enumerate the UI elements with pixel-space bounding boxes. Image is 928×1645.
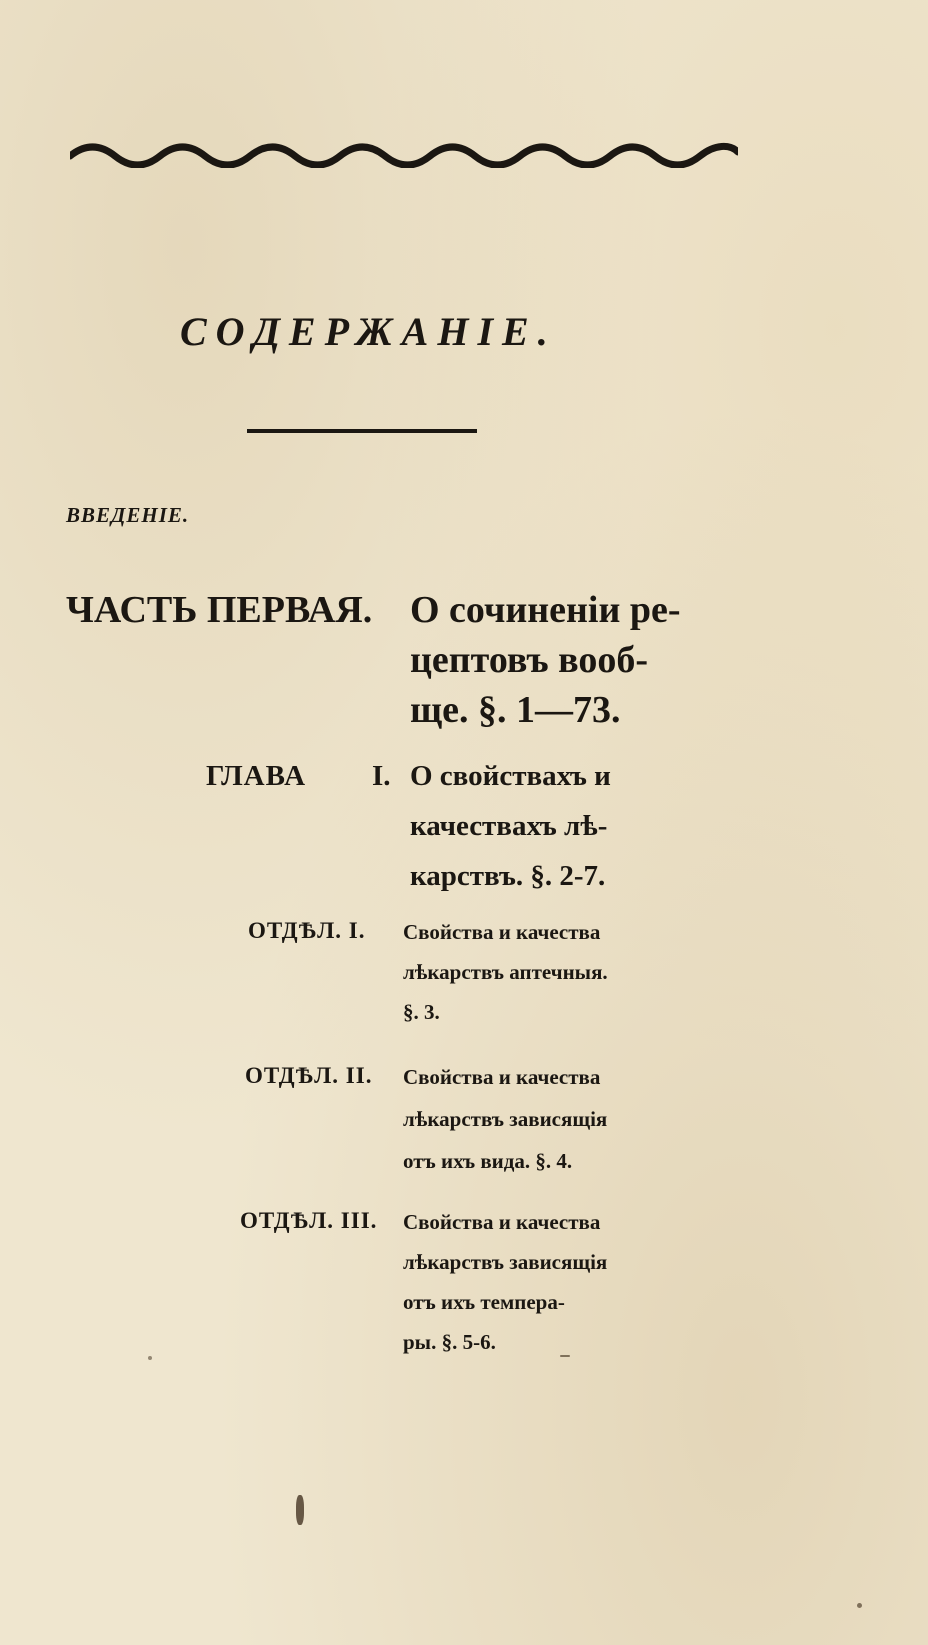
paper-mark	[560, 1355, 570, 1357]
section-2-label: ОТДѢЛ. II.	[245, 1063, 373, 1088]
intro-heading: ВВЕДЕНІЕ.	[66, 503, 190, 527]
title-rule	[247, 429, 477, 433]
section-1-line-3: §. 3.	[403, 1000, 440, 1024]
part-label: ЧАСТЬ ПЕРВАЯ.	[66, 589, 373, 631]
chapter-label: ГЛАВА	[206, 760, 307, 792]
page-title: СОДЕРЖАНІЕ.	[180, 309, 557, 354]
ink-blot	[296, 1495, 304, 1525]
section-2-line-2: лѣкарствъ зависящія	[403, 1107, 608, 1131]
section-1-line-1: Свойства и качества	[403, 920, 601, 944]
section-1-label: ОТДѢЛ. I.	[248, 918, 366, 943]
part-line-1: О сочиненіи ре-	[410, 589, 681, 631]
part-line-2: цептовъ вооб-	[410, 639, 649, 681]
part-line-3: ще. §. 1—73.	[410, 689, 621, 731]
chapter-line-2: качествахъ лѣ-	[410, 810, 608, 842]
chapter-number: I.	[372, 760, 391, 792]
section-2-line-3: отъ ихъ вида. §. 4.	[403, 1149, 573, 1173]
paper-speck	[857, 1603, 862, 1608]
section-3-line-1: Свойства и качества	[403, 1210, 601, 1234]
chapter-line-1: О свойствахъ и	[410, 760, 611, 792]
section-3-line-4: ры. §. 5-6.	[403, 1330, 496, 1354]
section-3-line-3: отъ ихъ темпера-	[403, 1290, 565, 1314]
section-3-line-2: лѣкарствъ зависящія	[403, 1250, 608, 1274]
chapter-line-3: карствъ. §. 2-7.	[410, 860, 606, 892]
section-2-line-1: Свойства и качества	[403, 1065, 601, 1089]
wave-ornament	[70, 142, 738, 168]
paper-speck	[148, 1356, 152, 1360]
section-1-line-2: лѣкарствъ аптечныя.	[403, 960, 608, 984]
section-3-label: ОТДѢЛ. III.	[240, 1208, 378, 1233]
